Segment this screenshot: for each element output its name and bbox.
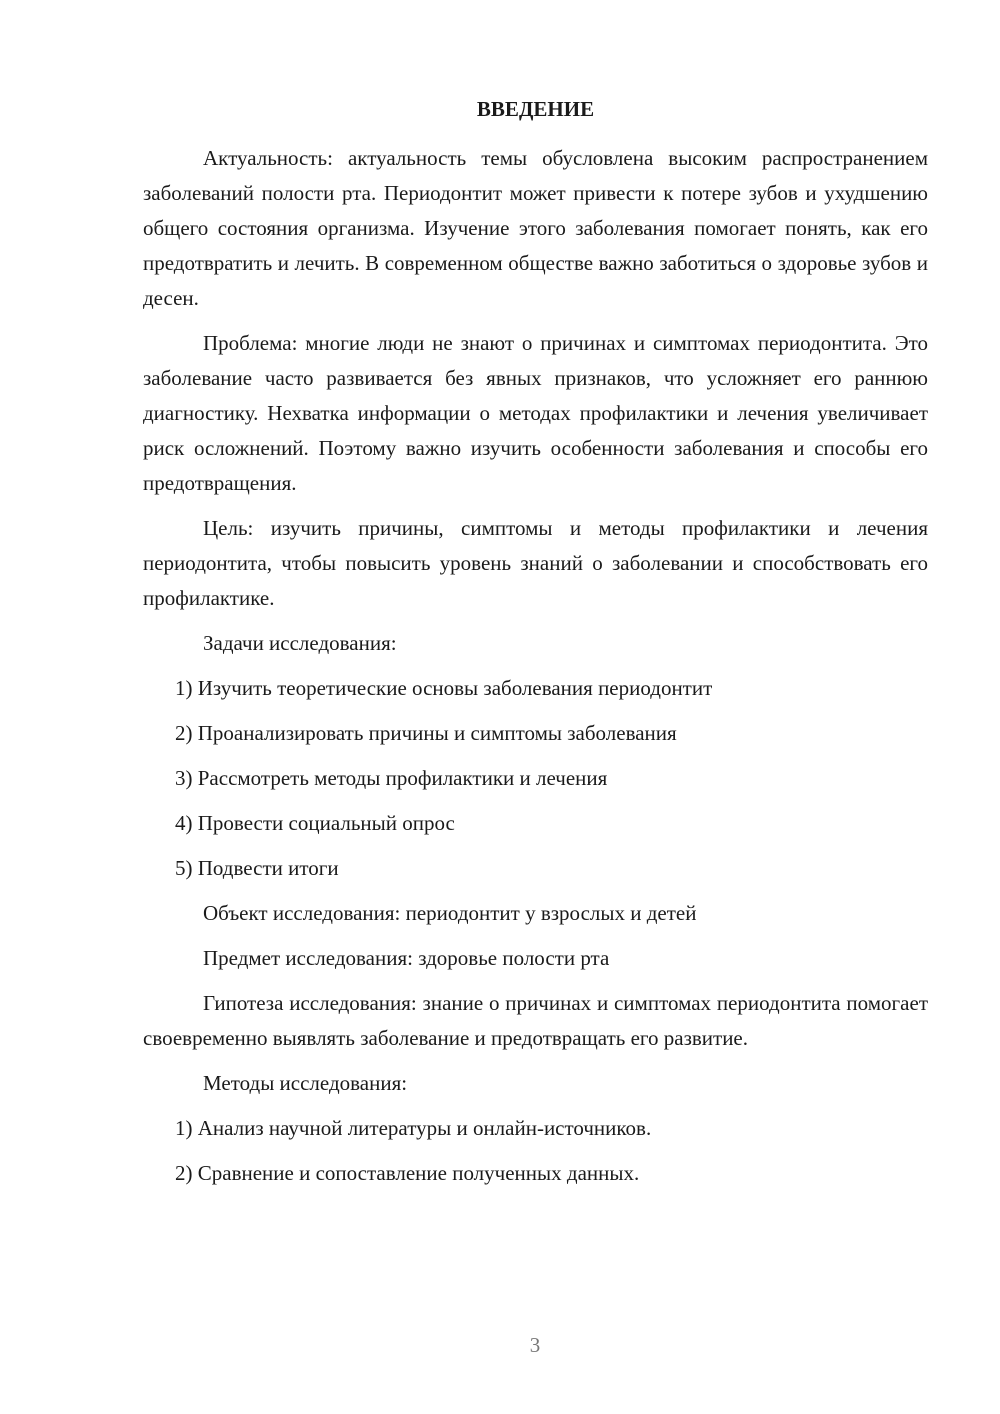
methods-list <box>143 1111 928 1191</box>
paragraph-relevance: Актуальность: актуальность темы обусловлена высоким распространением заболеваний полости рта. Периодонтит может привести к потере зубов и ухудшению общего состояния организма. Изучение этого заболевания помогает понять, как его предотвратить и лечить. В современном обществе важно заботиться о здоровье зубов и десен. <box>143 146 928 310</box>
list-item: 2) Сравнение и сопоставление полученных данных. <box>175 1161 640 1185</box>
list-item: 1) Анализ научной литературы и онлайн-источников. <box>175 1116 652 1140</box>
methods-heading: Методы исследования: <box>203 1071 408 1095</box>
tasks-heading: Задачи исследования: <box>203 631 397 655</box>
paragraph-subject: Предмет исследования: здоровье полости рта <box>203 946 610 970</box>
paragraph-object: Объект исследования: периодонтит у взрослых и детей <box>203 901 697 925</box>
paragraph-problem: Проблема: многие люди не знают о причинах и симптомах периодонтита. Это заболевание часто развивается без явных признаков, что усложняет его раннюю диагностику. Нехватка информации о методах профилактики и лечения увеличивает риск осложнений. Поэтому важно изучить особенности заболевания и способы его предотвращения. <box>143 331 928 495</box>
paragraph-hypothesis: Гипотеза исследования: знание о причинах и симптомах периодонтита помогает своевременно выявлять заболевание и предотвращать его развитие. <box>143 991 928 1050</box>
page-title: ВВЕДЕНИЕ <box>476 97 595 121</box>
list-item: 2) Проанализировать причины и симптомы заболевания <box>175 721 677 745</box>
list-item: 3) Рассмотреть методы профилактики и лечения <box>175 766 608 790</box>
list-item: 1) Изучить теоретические основы заболевания периодонтит <box>175 676 713 700</box>
page-number: 3 <box>529 1333 541 1357</box>
document-page <box>143 94 928 1201</box>
tasks-list <box>143 671 928 886</box>
list-item: 4) Провести социальный опрос <box>175 811 455 835</box>
list-item: 5) Подвести итоги <box>175 856 339 880</box>
paragraph-goal: Цель: изучить причины, симптомы и методы профилактики и лечения периодонтита, чтобы повысить уровень знаний о заболевании и способствовать его профилактике. <box>143 516 928 610</box>
